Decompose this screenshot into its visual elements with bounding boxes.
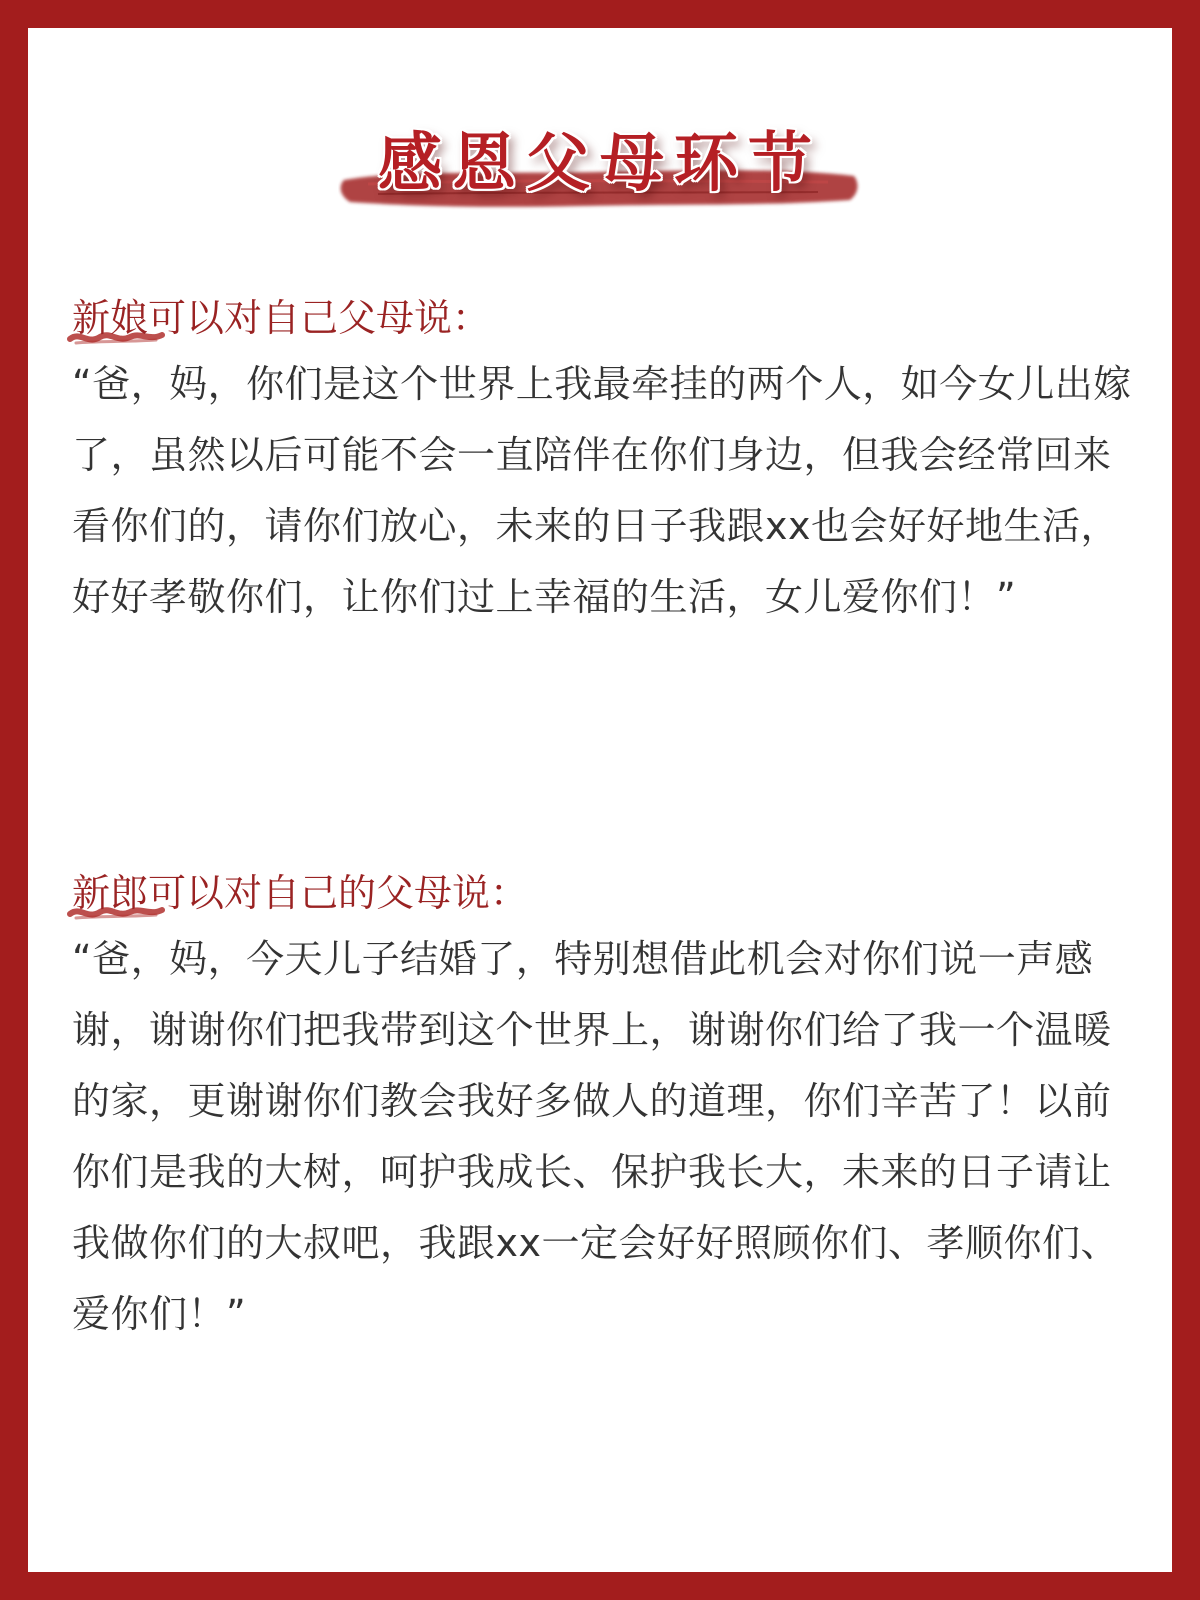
groom-section-heading	[72, 868, 1132, 924]
groom-speech-text: “爸，妈，今天儿子结婚了，特别想借此机会对你们说一声感谢，谢谢你们把我带到这个世界上，谢谢你们给了我一个温暖的家，更谢谢你们教会我好多做人的道理，你们辛苦了！以前你们是我的大树，呵护我成长、保护我长大，未来的日子请让我做你们的大叔吧，我跟xx一定会好好照顾你们、孝顺你们、爱你们！”	[72, 937, 1119, 1336]
groom-heading-text: 新郎可以对自己的父母说：	[72, 871, 529, 915]
bride-section-heading	[72, 293, 1132, 349]
bride-speech-text: “爸，妈，你们是这个世界上我最牵挂的两个人，如今女儿出嫁了，虽然以后可能不会一直陪伴在你们身边，但我会经常回来看你们的，请你们放心，未来的日子我跟xx也会好好地生活，好好孝敬你们，让你们过上幸福的生活，女儿爱你们！”	[72, 362, 1132, 619]
bride-heading-text: 新娘可以对自己父母说：	[72, 296, 491, 340]
groom-section	[72, 868, 1132, 1350]
bride-section	[72, 293, 1132, 633]
content-card	[28, 28, 1172, 1572]
page-title: 感恩父母环节	[378, 126, 822, 201]
title-banner	[28, 116, 1172, 236]
